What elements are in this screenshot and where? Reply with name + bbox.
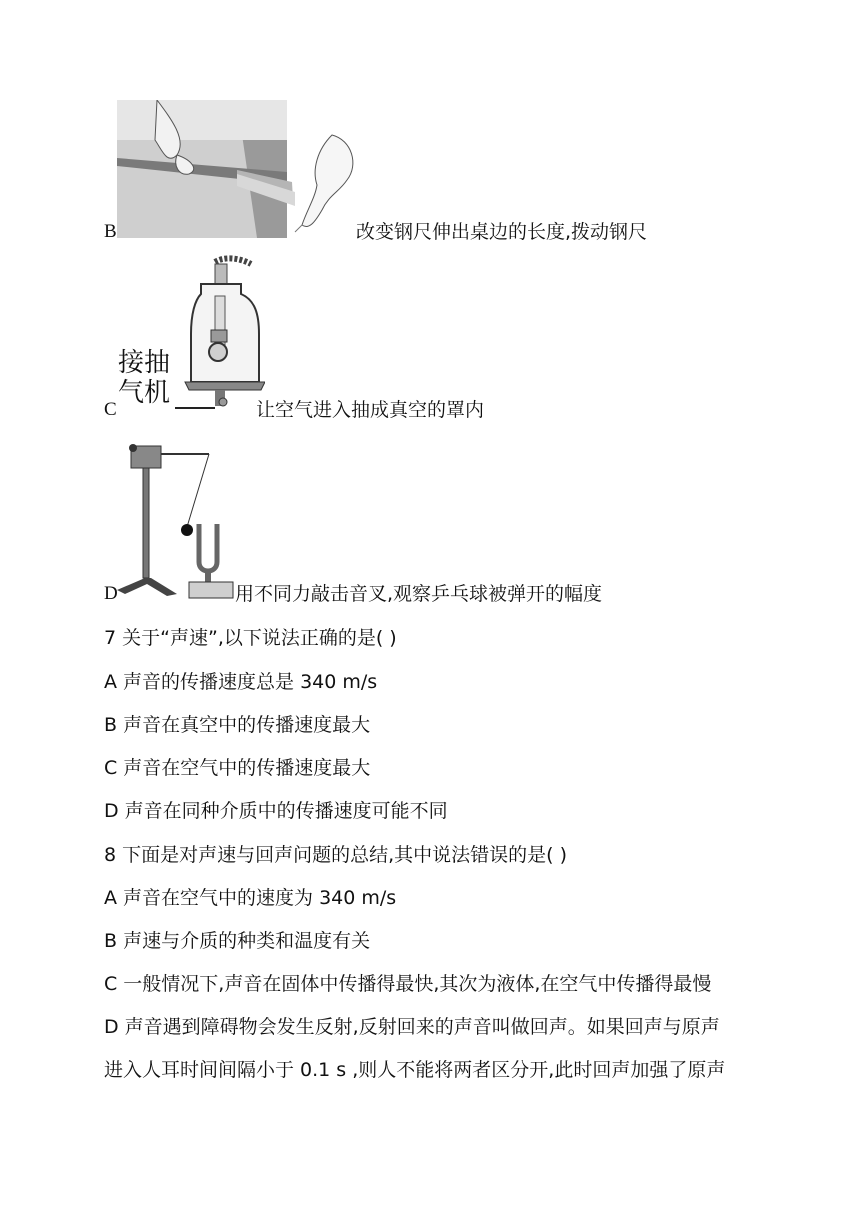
q8-option-a: A 声音在空气中的速度为 340 m/s: [104, 887, 397, 909]
q8-option-b: B 声速与介质的种类和温度有关: [104, 930, 371, 952]
q7-option-d: D 声音在同种介质中的传播速度可能不同: [104, 800, 448, 822]
q7-option-b: B 声音在真空中的传播速度最大: [104, 714, 371, 736]
q8-option-d: D 声音遇到障碍物会发生反射,反射回来的声音叫做回声。如果回声与原声: [104, 1016, 720, 1038]
q8-option-c: C 一般情况下,声音在固体中传播得最快,其次为液体,在空气中传播得最慢: [104, 973, 712, 995]
option-b-caption: 改变钢尺伸出桌边的长度,拨动钢尺: [356, 221, 648, 243]
tuning-fork-figure: [117, 432, 237, 602]
vacuum-pump-label: [118, 348, 170, 408]
option-d-letter: D: [104, 583, 118, 604]
q7-option-a: A 声音的传播速度总是 340 m/s: [104, 671, 378, 693]
q7-option-c: C 声音在空气中的传播速度最大: [104, 757, 371, 779]
vacuum-pump-label-bottom: 气机: [118, 378, 171, 408]
option-c-caption: 让空气进入抽成真空的罩内: [256, 399, 485, 421]
option-c-letter: C: [104, 399, 117, 420]
steel-ruler-figure: [117, 100, 362, 240]
option-d-caption: 用不同力敲击音叉,观察乒乓球被弹开的幅度: [235, 583, 603, 605]
vacuum-pump-label-top: 接抽: [118, 348, 171, 378]
q7-stem: 7 关于“声速”,以下说法正确的是( ): [104, 627, 397, 649]
q8-option-d-continued: 进入人耳时间间隔小于 0.1 s ,则人不能将两者区分开,此时回声加强了原声: [104, 1059, 726, 1081]
option-b-letter: B: [104, 221, 117, 242]
q8-stem: 8 下面是对声速与回声问题的总结,其中说法错误的是( ): [104, 844, 568, 866]
